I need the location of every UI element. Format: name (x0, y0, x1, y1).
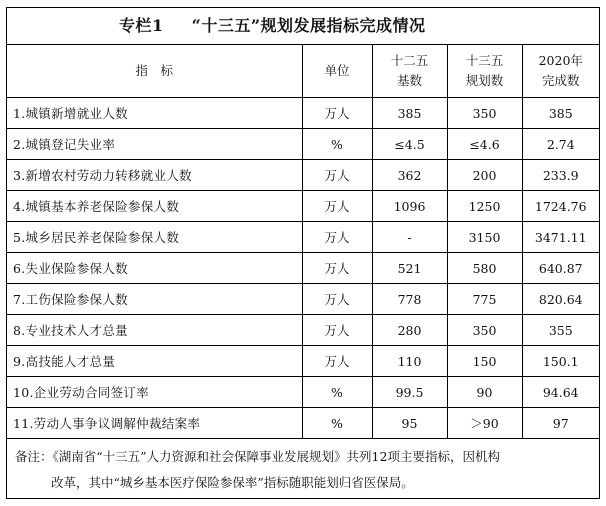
cell-indicator: 6.失业保险参保人数 (7, 253, 302, 284)
cell-base: 362 (372, 160, 447, 191)
cell-plan: 775 (447, 284, 522, 315)
header-done-line1: 2020年 (538, 53, 583, 68)
cell-indicator: 7.工伤保险参保人数 (7, 284, 302, 315)
cell-plan: 350 (447, 98, 522, 129)
cell-base: 778 (372, 284, 447, 315)
cell-base: - (372, 222, 447, 253)
cell-indicator: 1.城镇新增就业人数 (7, 98, 302, 129)
cell-unit: 万人 (302, 284, 372, 315)
cell-unit: 万人 (302, 160, 372, 191)
cell-done: 150.1 (522, 346, 599, 377)
header-plan-line2: 规划数 (465, 73, 504, 88)
table-row (7, 315, 599, 346)
cell-unit: 万人 (302, 315, 372, 346)
title-text: “十三五”规划发展指标完成情况 (191, 16, 426, 35)
cell-base: 280 (372, 315, 447, 346)
cell-unit: % (302, 377, 372, 408)
cell-base: 99.5 (372, 377, 447, 408)
cell-indicator: 11.劳动人事争议调解仲裁结案率 (7, 408, 302, 439)
cell-indicator: 4.城镇基本养老保险参保人数 (7, 191, 302, 222)
cell-base: 521 (372, 253, 447, 284)
title-label: 专栏1 (119, 16, 164, 35)
cell-base: ≤4.5 (372, 129, 447, 160)
cell-indicator: 3.新增农村劳动力转移就业人数 (7, 160, 302, 191)
cell-indicator: 10.企业劳动合同签订率 (7, 377, 302, 408)
cell-plan: 350 (447, 315, 522, 346)
indicator-table (7, 45, 599, 439)
cell-plan: 580 (447, 253, 522, 284)
cell-base: 385 (372, 98, 447, 129)
table-row (7, 98, 599, 129)
cell-indicator: 2.城镇登记失业率 (7, 129, 302, 160)
cell-done: 2.74 (522, 129, 599, 160)
cell-indicator: 9.高技能人才总量 (7, 346, 302, 377)
table-row (7, 129, 599, 160)
header-base-line1: 十二五 (390, 53, 429, 68)
cell-done: 820.64 (522, 284, 599, 315)
cell-done: 385 (522, 98, 599, 129)
cell-unit: 万人 (302, 98, 372, 129)
note-line-1: 备注：《湖南省“十三五”人力资源和社会保障事业发展规划》共列12项主要指标，因机构 (15, 449, 500, 464)
header-unit: 单位 (302, 45, 372, 98)
cell-base: 95 (372, 408, 447, 439)
table-row (7, 191, 599, 222)
table-row (7, 408, 599, 439)
header-base-line2: 基数 (396, 73, 422, 88)
cell-plan: 3150 (447, 222, 522, 253)
cell-base: 1096 (372, 191, 447, 222)
table-row (7, 160, 599, 191)
header-base (372, 45, 447, 98)
cell-done: 94.64 (522, 377, 599, 408)
cell-done: 355 (522, 315, 599, 346)
cell-done: 97 (522, 408, 599, 439)
table-row (7, 222, 599, 253)
cell-plan: 90 (447, 377, 522, 408)
cell-indicator: 8.专业技术人才总量 (7, 315, 302, 346)
note-line-2: 改革，其中“城乡基本医疗保险参保率”指标随职能划归省医保局。 (51, 475, 414, 490)
table-row (7, 377, 599, 408)
cell-done: 1724.76 (522, 191, 599, 222)
table-row (7, 346, 599, 377)
cell-base: 110 (372, 346, 447, 377)
cell-plan: ≤4.6 (447, 129, 522, 160)
table-row (7, 284, 599, 315)
cell-done: 640.87 (522, 253, 599, 284)
header-plan (447, 45, 522, 98)
table-header-row (7, 45, 599, 98)
table-row (7, 253, 599, 284)
cell-unit: 万人 (302, 191, 372, 222)
cell-plan: 1250 (447, 191, 522, 222)
cell-unit: % (302, 408, 372, 439)
header-done (522, 45, 599, 98)
cell-done: 233.9 (522, 160, 599, 191)
table-title (7, 8, 599, 45)
cell-unit: 万人 (302, 346, 372, 377)
cell-plan: ＞90 (447, 408, 522, 439)
cell-done: 3471.11 (522, 222, 599, 253)
cell-unit: 万人 (302, 222, 372, 253)
header-plan-line1: 十三五 (465, 53, 504, 68)
cell-indicator: 5.城乡居民养老保险参保人数 (7, 222, 302, 253)
cell-unit: % (302, 129, 372, 160)
header-indicator: 指 标 (7, 45, 302, 98)
table-note (7, 439, 599, 496)
cell-plan: 150 (447, 346, 522, 377)
cell-unit: 万人 (302, 253, 372, 284)
header-done-line2: 完成数 (541, 73, 580, 88)
cell-plan: 200 (447, 160, 522, 191)
indicator-table-panel (6, 7, 600, 499)
